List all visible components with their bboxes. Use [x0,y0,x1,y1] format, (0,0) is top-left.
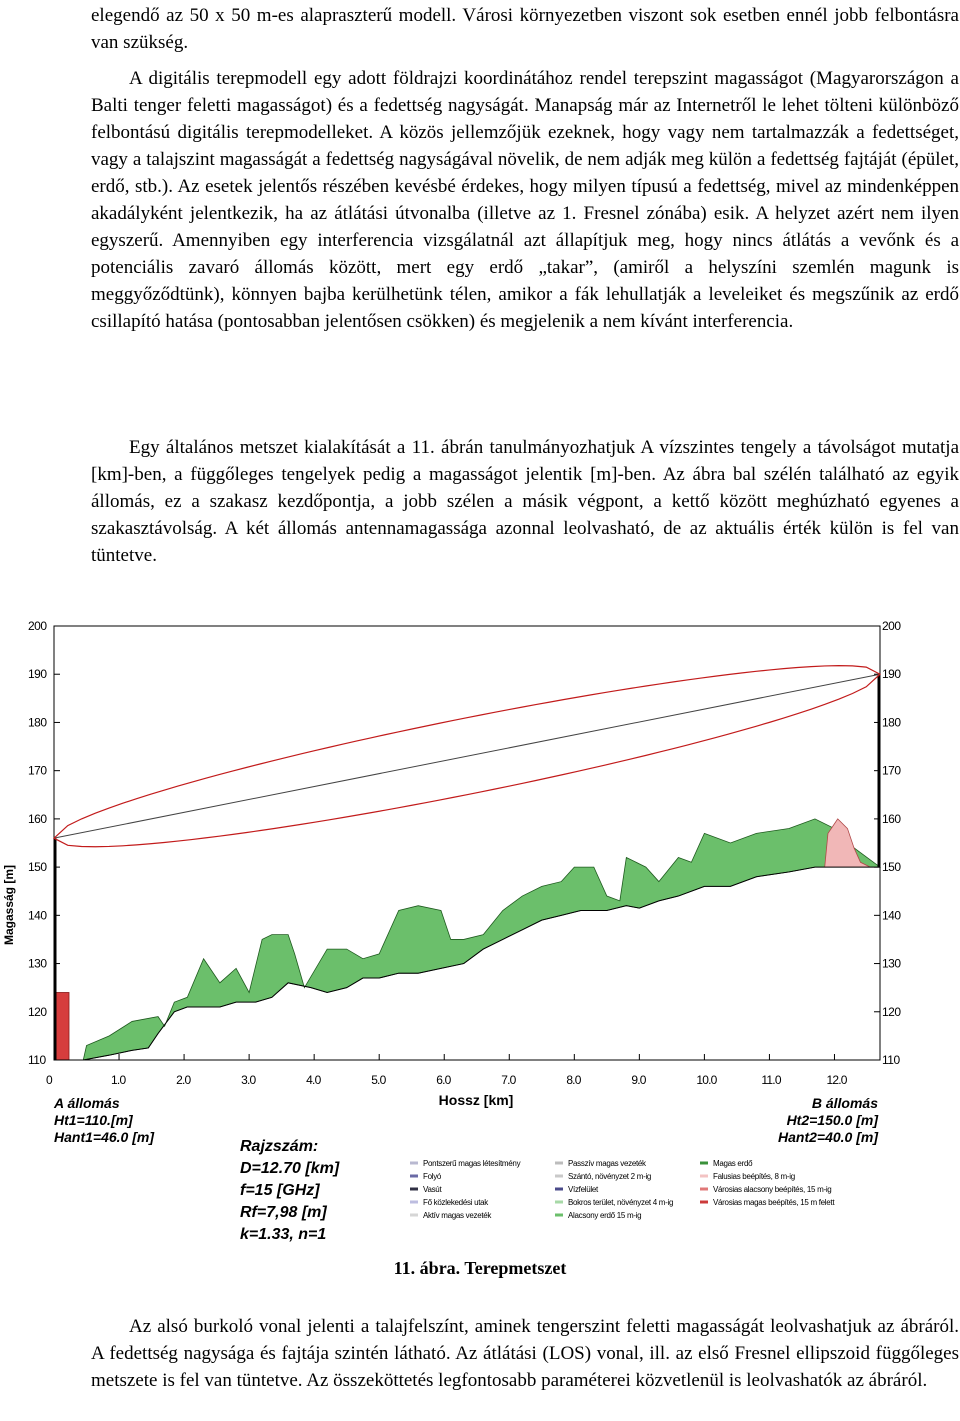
y-tick-label-right: 120 [882,1004,901,1019]
param-line: D=12.70 [km] [240,1160,340,1177]
x-axis-label: Hossz [km] [438,1092,514,1108]
legend-label: Vasút [423,1185,442,1194]
paragraph-intro: elegendő az 50 x 50 m-es alapraszterű modell. Városi környezetben viszont sok esetben ennél jobb felbontásra van szükség. [91,5,959,53]
y-tick-label-left: 200 [28,619,47,633]
x-tick-label: 2.0 [176,1073,191,1087]
station-a-title: A állomás [54,1095,120,1111]
y-tick-label-left: 180 [28,715,47,730]
legend-label: Falusias beépítés, 8 m-ig [713,1172,795,1181]
x-tick-label: 1.0 [111,1073,126,1087]
y-tick-label-right: 130 [882,956,901,971]
legend-label: Városias magas beépítés, 15 m felett [713,1198,835,1207]
x-tick-label: 9.0 [631,1073,646,1087]
x-tick-label: 8.0 [566,1073,581,1087]
y-tick-label-right: 160 [882,811,901,826]
y-tick-label-left: 170 [28,763,47,778]
y-tick-label-right: 180 [882,715,901,730]
legend-label: Vízfelület [568,1185,598,1194]
station-b-title: B állomás [811,1095,878,1111]
legend-label: Bokros terület, növényzet 4 m-ig [568,1198,674,1207]
station-b-hant: Hant2=40.0 [m] [778,1129,878,1145]
paragraph-cross-section: Egy általános metszet kialakítását a 11. ábrán tanulmányozhatjuk A vízszintes tengely a távolságot mutatja [km]-ben, a függőleges tengelyek pedig a magasságot jelentik [m]-ben. Az ábra bal szélén található az egyik állomás, ez a szakasz kezdőpontja, a jobb szélen a másik végpont, a kettő között meghúzható egyenes a szakasztávolság. A két állomás antennamagassága azonnal leolvasható, de az aktuális érték külön is fel van tüntetve. [91,437,959,566]
x-tick-label: 3.0 [241,1073,256,1087]
terrain-profile-chart [0,600,960,1250]
legend-label: Passzív magas vezeték [568,1159,646,1168]
param-line: Rf=7,98 [m] [240,1204,327,1221]
paragraph-terrain-model: A digitális terepmodell egy adott földrajzi koordinátához rendel terepszint magasságot (Magyarországon a Balti tenger feletti magasságot) és a fedettség nagyságát. Manapság már az Internetről le lehet tölteni különböző felbontású digitális terepmodelleket. A közös jellemzőjük ezeknek, hogy vagy nem tartalmazzák a fedettséget, vagy a talajszint magasságát a fedettség nagyságával növelik, de nem adják meg külön a fedettség fajtáját (épület, erdő, stb.). Az esetek jelentős részében kevésbé érdekes, hogy milyen típusú a fedettség, mivel az mindenképpen akadályként jelentkezik, ha az átlátási útvonalba (illetve az 1. Fresnel zónába) esik. A helyzet azért nem ilyen egyszerű. Amennyiben egy interferencia vizsgálatnál azt állapítjuk meg, hogy nincs átlátás a vevőnk és a potenciális zavaró állomás között, mert egy erdő „takar”, (amiről a helyszíni szemlén magunk is meggyőződtünk), könnyen bajba kerülhetünk télen, amikor a fák lehullatják a leveleiket és megszűnik az erdő csillapító hatása (pontosabban jelentősen csökken) és megjelenik a nem kívánt interferencia. [91,68,959,332]
y-tick-label-right: 140 [882,908,901,923]
paragraph-conclusion: Az alsó burkoló vonal jelenti a talajfelszínt, aminek tengerszint feletti magasságát leolvashatjuk az ábráról. A fedettség nagysága és fajtája szintén látható. Az átlátási (LOS) vonal, ill. az első Fresnel ellipszoid függőleges metszete is fel van tüntetve. Az összeköttetés legfontosabb paraméterei közvetlenül is leolvashatók az ábráról. [91,1316,959,1391]
legend-label: Alacsony erdő 15 m-ig [568,1211,642,1220]
x-tick-label: 4.0 [306,1073,321,1087]
x-tick-label: 7.0 [501,1073,516,1087]
x-tick-label: 11.0 [761,1073,781,1087]
legend-label: Szántó, növényzet 2 m-ig [568,1172,652,1181]
x-tick-label: 12.0 [826,1073,847,1087]
x-tick-label: 5.0 [371,1073,386,1087]
param-line: f=15 [GHz] [240,1182,320,1199]
x-tick-label: 0 [46,1073,52,1087]
y-tick-label-right: 200 [882,619,901,633]
y-tick-label-left: 110 [28,1053,46,1067]
legend-label: Aktív magas vezeték [423,1211,492,1220]
station-b-ht: Ht2=150.0 [m] [786,1112,878,1128]
y-tick-label-right: 190 [882,667,901,682]
y-tick-label-left: 190 [28,667,47,682]
urban-high-block [56,992,69,1060]
y-tick-label-left: 130 [28,956,47,971]
y-tick-label-left: 150 [28,860,47,875]
y-axis-label: Magasság [m] [2,864,16,946]
y-tick-label-left: 160 [28,811,47,826]
param-line: Rajzszám: [240,1138,319,1155]
legend-label: Városias alacsony beépítés, 15 m-ig [713,1185,832,1194]
x-tick-label: 6.0 [436,1073,451,1087]
y-tick-label-left: 140 [28,908,47,923]
station-a-ht: Ht1=110.[m] [54,1112,133,1128]
y-tick-label-right: 170 [882,763,901,778]
station-a-hant: Hant1=46.0 [m] [54,1129,154,1145]
y-tick-label-left: 120 [28,1004,47,1019]
legend-label: Magas erdő [713,1159,753,1168]
param-line: k=1.33, n=1 [240,1226,327,1243]
y-tick-label-right: 150 [882,860,901,875]
y-tick-label-right: 110 [882,1053,900,1067]
legend-label: Fő közlekedési utak [423,1198,489,1207]
legend-label: Folyó [423,1172,442,1181]
figure-caption: 11. ábra. Terepmetszet [393,1258,567,1278]
x-tick-label: 10.0 [696,1073,717,1087]
legend-label: Pontszerű magas létesítmény [423,1159,521,1168]
